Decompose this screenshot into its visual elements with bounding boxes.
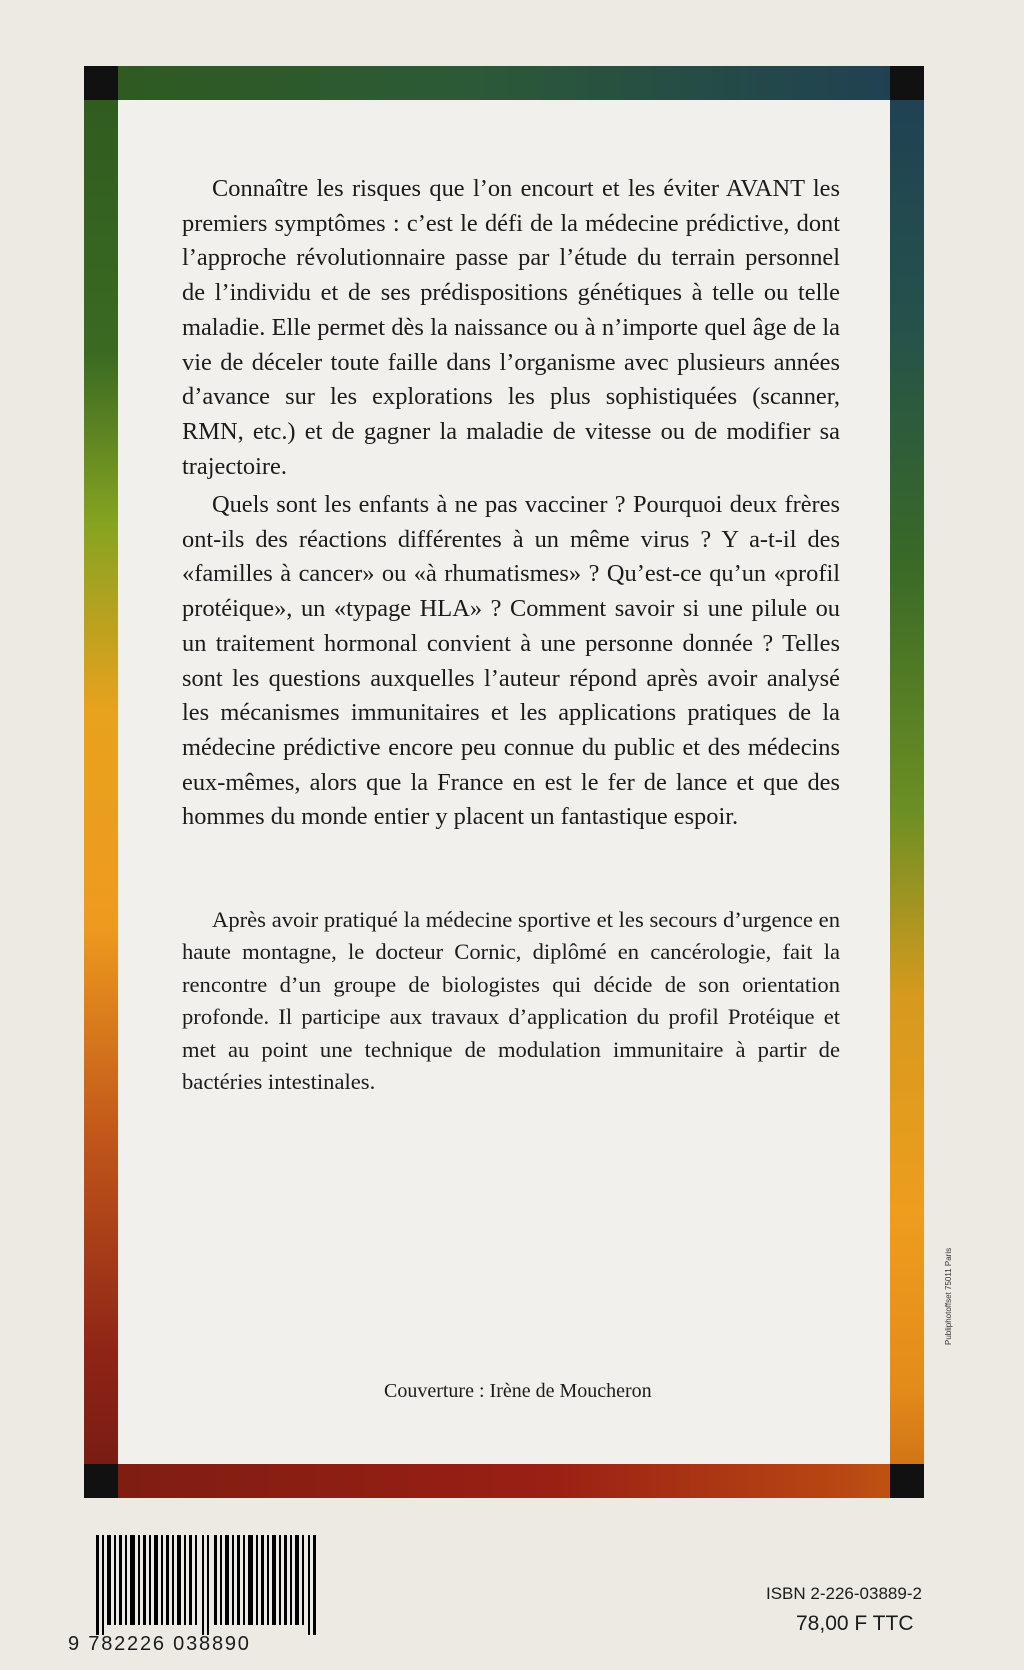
blurb-paragraph-1: Connaître les risques que l’on encourt et les éviter AVANT les premiers symptômes : c’est le défi de la médecine prédictive, dont l’approche révolutionnaire passe par l’étude du terrain personnel de l’individu et de ses prédispositions génétiques à telle ou telle maladie. Elle permet dès la naissance ou à n’importe quel âge de la vie de déceler toute faille dans l’organisme avec plusieurs années d’avance sur les explorations les plus sophistiquées (scanner, RMN, etc.) et de gagner la maladie de vitesse ou de modifier sa trajectoire. [182, 175, 840, 480]
frame-bottom-bar [84, 1464, 924, 1498]
blurb-questions [182, 488, 840, 835]
frame-corner-top-left [84, 66, 118, 100]
frame-right-bar [890, 66, 924, 1498]
author-bio [182, 904, 840, 1098]
frame-top-bar [84, 66, 924, 100]
blurb-paragraph-2: Quels sont les enfants à ne pas vacciner ? Pourquoi deux frères ont-ils des réactions différentes à un même virus ? Y a-t-il des «familles à cancer» ou «à rhumatismes» ? Qu’est-ce qu’un «profil protéique», un «typage HLA» ? Comment savoir si une pilule ou un traitement hormonal convient à une personne donnée ? Telles sont les questions auxquelles l’auteur répond après avoir analysé les mécanismes immunitaires et les applications pratiques de la médecine prédictive encore peu connue du public et des médecins eux-mêmes, alors que la France en est le fer de lance et que des hommes du monde entier y placent un fantastique espoir. [182, 491, 840, 831]
author-bio-text: Après avoir pratiqué la médecine sportive et les secours d’urgence en haute montagne, le docteur Cornic, diplômé en cancérologie, fait la rencontre d’un groupe de biologistes qui décide de son orientation profonde. Il participe aux travaux d’application du profil Protéique et met au point une technique de modulation immunitaire à partir de bactéries intestinales. [182, 907, 840, 1095]
cover-credit: Couverture : Irène de Moucheron [384, 1380, 652, 1402]
barcode-bars [96, 1535, 326, 1635]
barcode-digits: 9 782226 038890 [68, 1633, 251, 1655]
blurb-intro [182, 172, 840, 484]
frame-left-bar [84, 66, 118, 1498]
barcode [68, 1535, 328, 1655]
frame-corner-bottom-right [890, 1464, 924, 1498]
price-label: 78,00 F TTC [796, 1612, 914, 1635]
isbn-label: ISBN 2-226-03889-2 [766, 1584, 922, 1603]
frame-corner-bottom-left [84, 1464, 118, 1498]
frame-corner-top-right [890, 66, 924, 100]
printer-imprint: Publiphotoffset 75011 Paris [944, 1247, 953, 1345]
